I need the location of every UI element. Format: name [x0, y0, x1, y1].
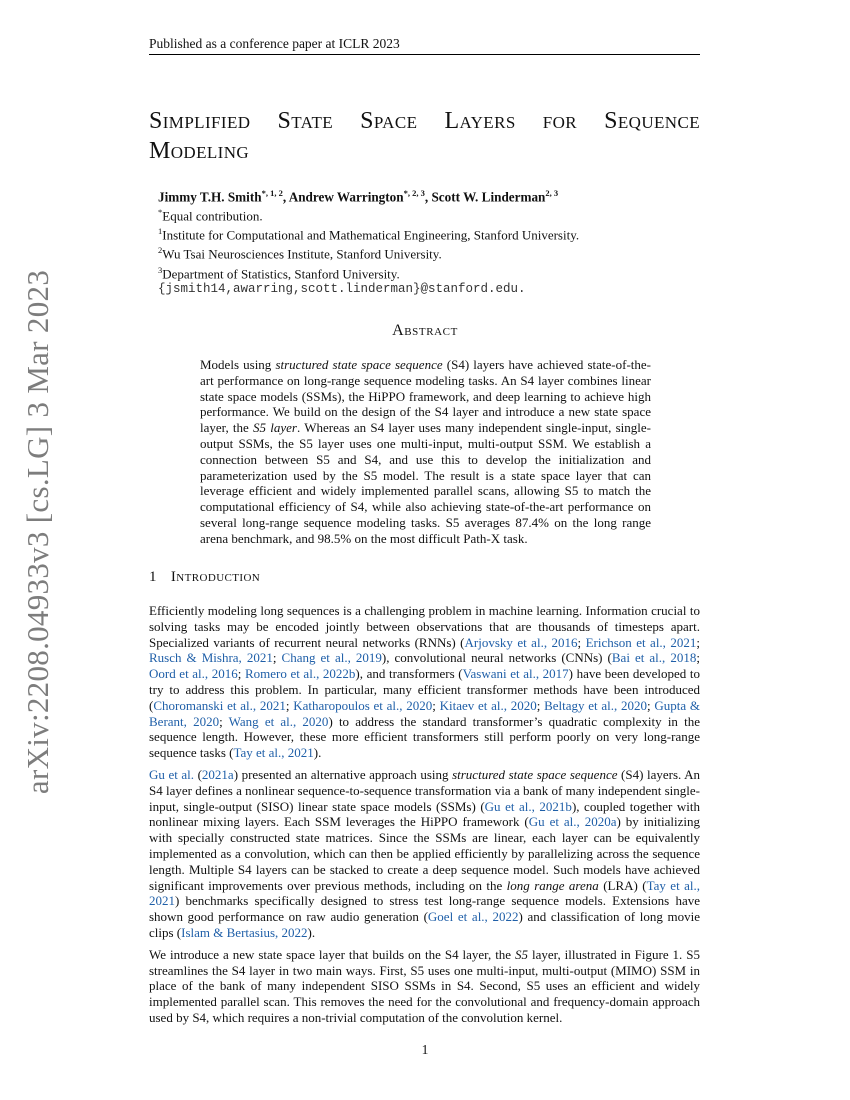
emphasis: structured state space sequence [452, 766, 618, 782]
conference-header: Published as a conference paper at ICLR 2023 [149, 36, 700, 55]
text-run: ) presented an alternative approach using [233, 766, 453, 782]
citation-link[interactable]: Gu et al., 2020a [528, 814, 617, 830]
text-run: ) to address the standard transformer’s quadratic complexity in the sequence length. However, these more efficient transformers still perform poorly on very long-range sequence tasks ( [149, 713, 700, 761]
affiliation-mark: 2 [158, 245, 163, 256]
author-email[interactable]: {jsmith14,awarring,scott.linderman}@stanford.edu. [158, 281, 526, 296]
citation-link[interactable]: 2021a [201, 766, 234, 782]
text-run: ), coupled together with nonlinear mixing layers. Each SSM leverages the HiPPO framework ( [149, 798, 700, 830]
affiliation-line [158, 224, 718, 243]
affiliation-line [158, 243, 718, 262]
citation-link[interactable]: Choromanski et al., 2021 [153, 697, 286, 713]
citation-link[interactable]: Katharopoulos et al., 2020 [293, 697, 433, 713]
text-run: ; [536, 697, 545, 713]
affiliation-text: Wu Tsai Neurosciences Institute, Stanford University. [162, 246, 442, 262]
text-run: ; [219, 713, 229, 729]
abstract-text [200, 357, 651, 547]
citation-link[interactable]: Gu et al., 2021b [484, 798, 572, 814]
author-block [158, 186, 718, 297]
affiliation-text: Department of Statistics, Stanford University. [162, 265, 400, 281]
paragraph-1 [149, 603, 700, 761]
text-run: ). [313, 745, 322, 761]
citation-link[interactable]: Tay et al., 2021 [233, 745, 314, 761]
affiliation-line [158, 263, 718, 282]
emphasis: structured state space sequence [275, 357, 443, 372]
citation-link[interactable]: Tay et al., 2021 [149, 877, 700, 909]
citation-link[interactable]: Arjovsky et al., 2016 [464, 634, 578, 650]
affiliation-text: Institute for Computational and Mathematical Engineering, Stanford University. [162, 227, 580, 243]
emphasis: S5 [515, 946, 529, 962]
text-run: ; [237, 666, 245, 682]
text-run: ; [696, 650, 700, 666]
section-heading [149, 569, 260, 586]
text-run: ; [647, 697, 655, 713]
citation-link[interactable]: Bai et al., 2018 [611, 650, 697, 666]
section-number: 1 [149, 569, 157, 585]
citation-link[interactable]: Kitaev et al., 2020 [439, 697, 537, 713]
citation-link[interactable]: Beltagy et al., 2020 [544, 697, 647, 713]
citation-link[interactable]: Vaswani et al., 2017 [462, 666, 569, 682]
author-name: Scott W. Linderman [431, 189, 546, 205]
affiliation-line [158, 205, 718, 224]
paragraph-2 [149, 767, 700, 941]
page-number: 1 [421, 1042, 429, 1057]
emphasis: S5 layer [253, 420, 297, 436]
text-run: ; [272, 650, 282, 666]
section-title: Introduction [170, 569, 261, 585]
text-run: ), and transformers ( [355, 666, 463, 682]
author-name: Andrew Warrington [288, 189, 404, 205]
text-run: ; [577, 634, 586, 650]
text-run: ; [696, 634, 700, 650]
text-run: ; [432, 697, 440, 713]
author-marks: *, 2, 3 [403, 188, 425, 198]
citation-link[interactable]: Islam & Bertasius, 2022 [181, 924, 308, 940]
text-run: ). [307, 924, 316, 940]
citation-link[interactable]: Romero et al., 2022b [244, 666, 356, 682]
citation-link[interactable]: Chang et al., 2019 [281, 650, 382, 666]
affiliation-mark: 3 [158, 264, 163, 275]
citation-link[interactable]: Rusch & Mishra, 2021 [149, 650, 273, 666]
citation-link[interactable]: Erichson et al., 2021 [585, 634, 697, 650]
text-run: Models using [200, 357, 276, 372]
body-text [149, 603, 700, 1032]
paper-title: Simplified State Space Layers for Sequence Modeling [149, 108, 700, 164]
affiliation-text: Equal contribution. [162, 208, 263, 224]
text-run: layer, illustrated in Figure 1. S5 streamlines the S4 layer in two main ways. First, S5 uses one multi-input, multi-output (MIMO) SSM in place of the bank of many independent SISO SSMs in S4. Second, S5 uses an efficient and widely implemented parallel scan. This removes the need for the convolutional and frequency-domain approach used by S4, which requires a non-trivial computation of the convolution kernel. [149, 946, 700, 1025]
text-run: ( [194, 766, 202, 782]
text-run: (LRA) ( [598, 877, 647, 893]
text-run: (S4) layers have achieved state-of-the-art performance on long-range sequence modeling tasks. An S4 layer combines linear state space models (SSMs), the HiPPO framework, and deep learning to achieve high performance. We build on the design of the S4 layer and introduce a new state space layer, the [200, 357, 652, 436]
text-run: ) have been developed to try to address this problem. In particular, many efficient transformer methods have been introduced ( [149, 666, 700, 713]
paragraph-3 [149, 947, 700, 1026]
text-run: ; [285, 697, 294, 713]
author-marks: 2, 3 [545, 188, 559, 198]
text-run: ) by initializing with specially constructed state matrices. Since the SSMs are linear, each layer can be equivalently implemented as a convolution, which can then be applied efficiently by parallelizing across the sequence length. Multiple S4 layers can be stacked to create a deep sequence model. Such models have achieved significant improvements over previous methods, including on the [149, 814, 700, 893]
citation-link[interactable]: Goel et al., 2022 [427, 909, 519, 925]
text-run: ) and classification of long movie clips ( [149, 909, 700, 940]
author-name: Jimmy T.H. Smith [158, 189, 262, 205]
author-marks: *, 1, 2 [261, 188, 283, 198]
affiliation-mark: * [158, 207, 163, 218]
text-run: We introduce a new state space layer that builds on the S4 layer, the [149, 946, 516, 962]
citation-link[interactable]: Gu et al. [149, 766, 195, 782]
abstract-heading: Abstract [392, 322, 458, 339]
citation-link[interactable]: Gupta & Berant, 2020 [149, 697, 700, 729]
text-run: Efficiently modeling long sequences is a challenging problem in machine learning. Information crucial to solving tasks may be encoded jointly between observations that are thousands of timesteps apart. Specialized variants of recurrent neural networks (RNNs) ( [149, 603, 700, 650]
citation-link[interactable]: Oord et al., 2016 [149, 666, 238, 682]
text-run: . Whereas an S4 layer uses many independent single-input, single-output SSMs, the S5 layer uses one multi-input, multi-output SSM. We establish a connection between S5 and S4, and use this to develop the initialization and parameterization used by the S5 model. The result is a state space layer that can leverage efficient and widely implemented parallel scans, allowing S5 to match the computational efficiency of S4, while also achieving state-of-the-art performance on several long-range sequence modeling tasks. S5 averages 87.4% on the long range arena benchmark, and 98.5% on the most difficult Path-X task. [200, 420, 651, 546]
affiliation-mark: 1 [158, 226, 163, 237]
arxiv-margin-stamp: arXiv:2208.04933v3 [cs.LG] 3 Mar 2023 [20, 269, 55, 795]
emphasis: long range arena [506, 877, 599, 893]
text-run: ) benchmarks specifically designed to stress test long-range sequence models. Extensions have shown good performance on raw audio generation ( [149, 893, 700, 925]
citation-link[interactable]: Wang et al., 2020 [228, 713, 329, 729]
author-list: Jimmy T.H. Smith$^{*, 1, 2}$, Andrew Warrington$^{*, 2, 3}$, Scott W. Linderman$^{2, 3}$ [158, 188, 559, 205]
text-run: ), convolutional neural networks (CNNs) ( [381, 650, 612, 666]
text-run: (S4) layers. An S4 layer defines a nonlinear sequence-to-sequence transformation via a bank of many independent single-input, single-output (SISO) linear state space models (SSMs) ( [149, 766, 700, 814]
